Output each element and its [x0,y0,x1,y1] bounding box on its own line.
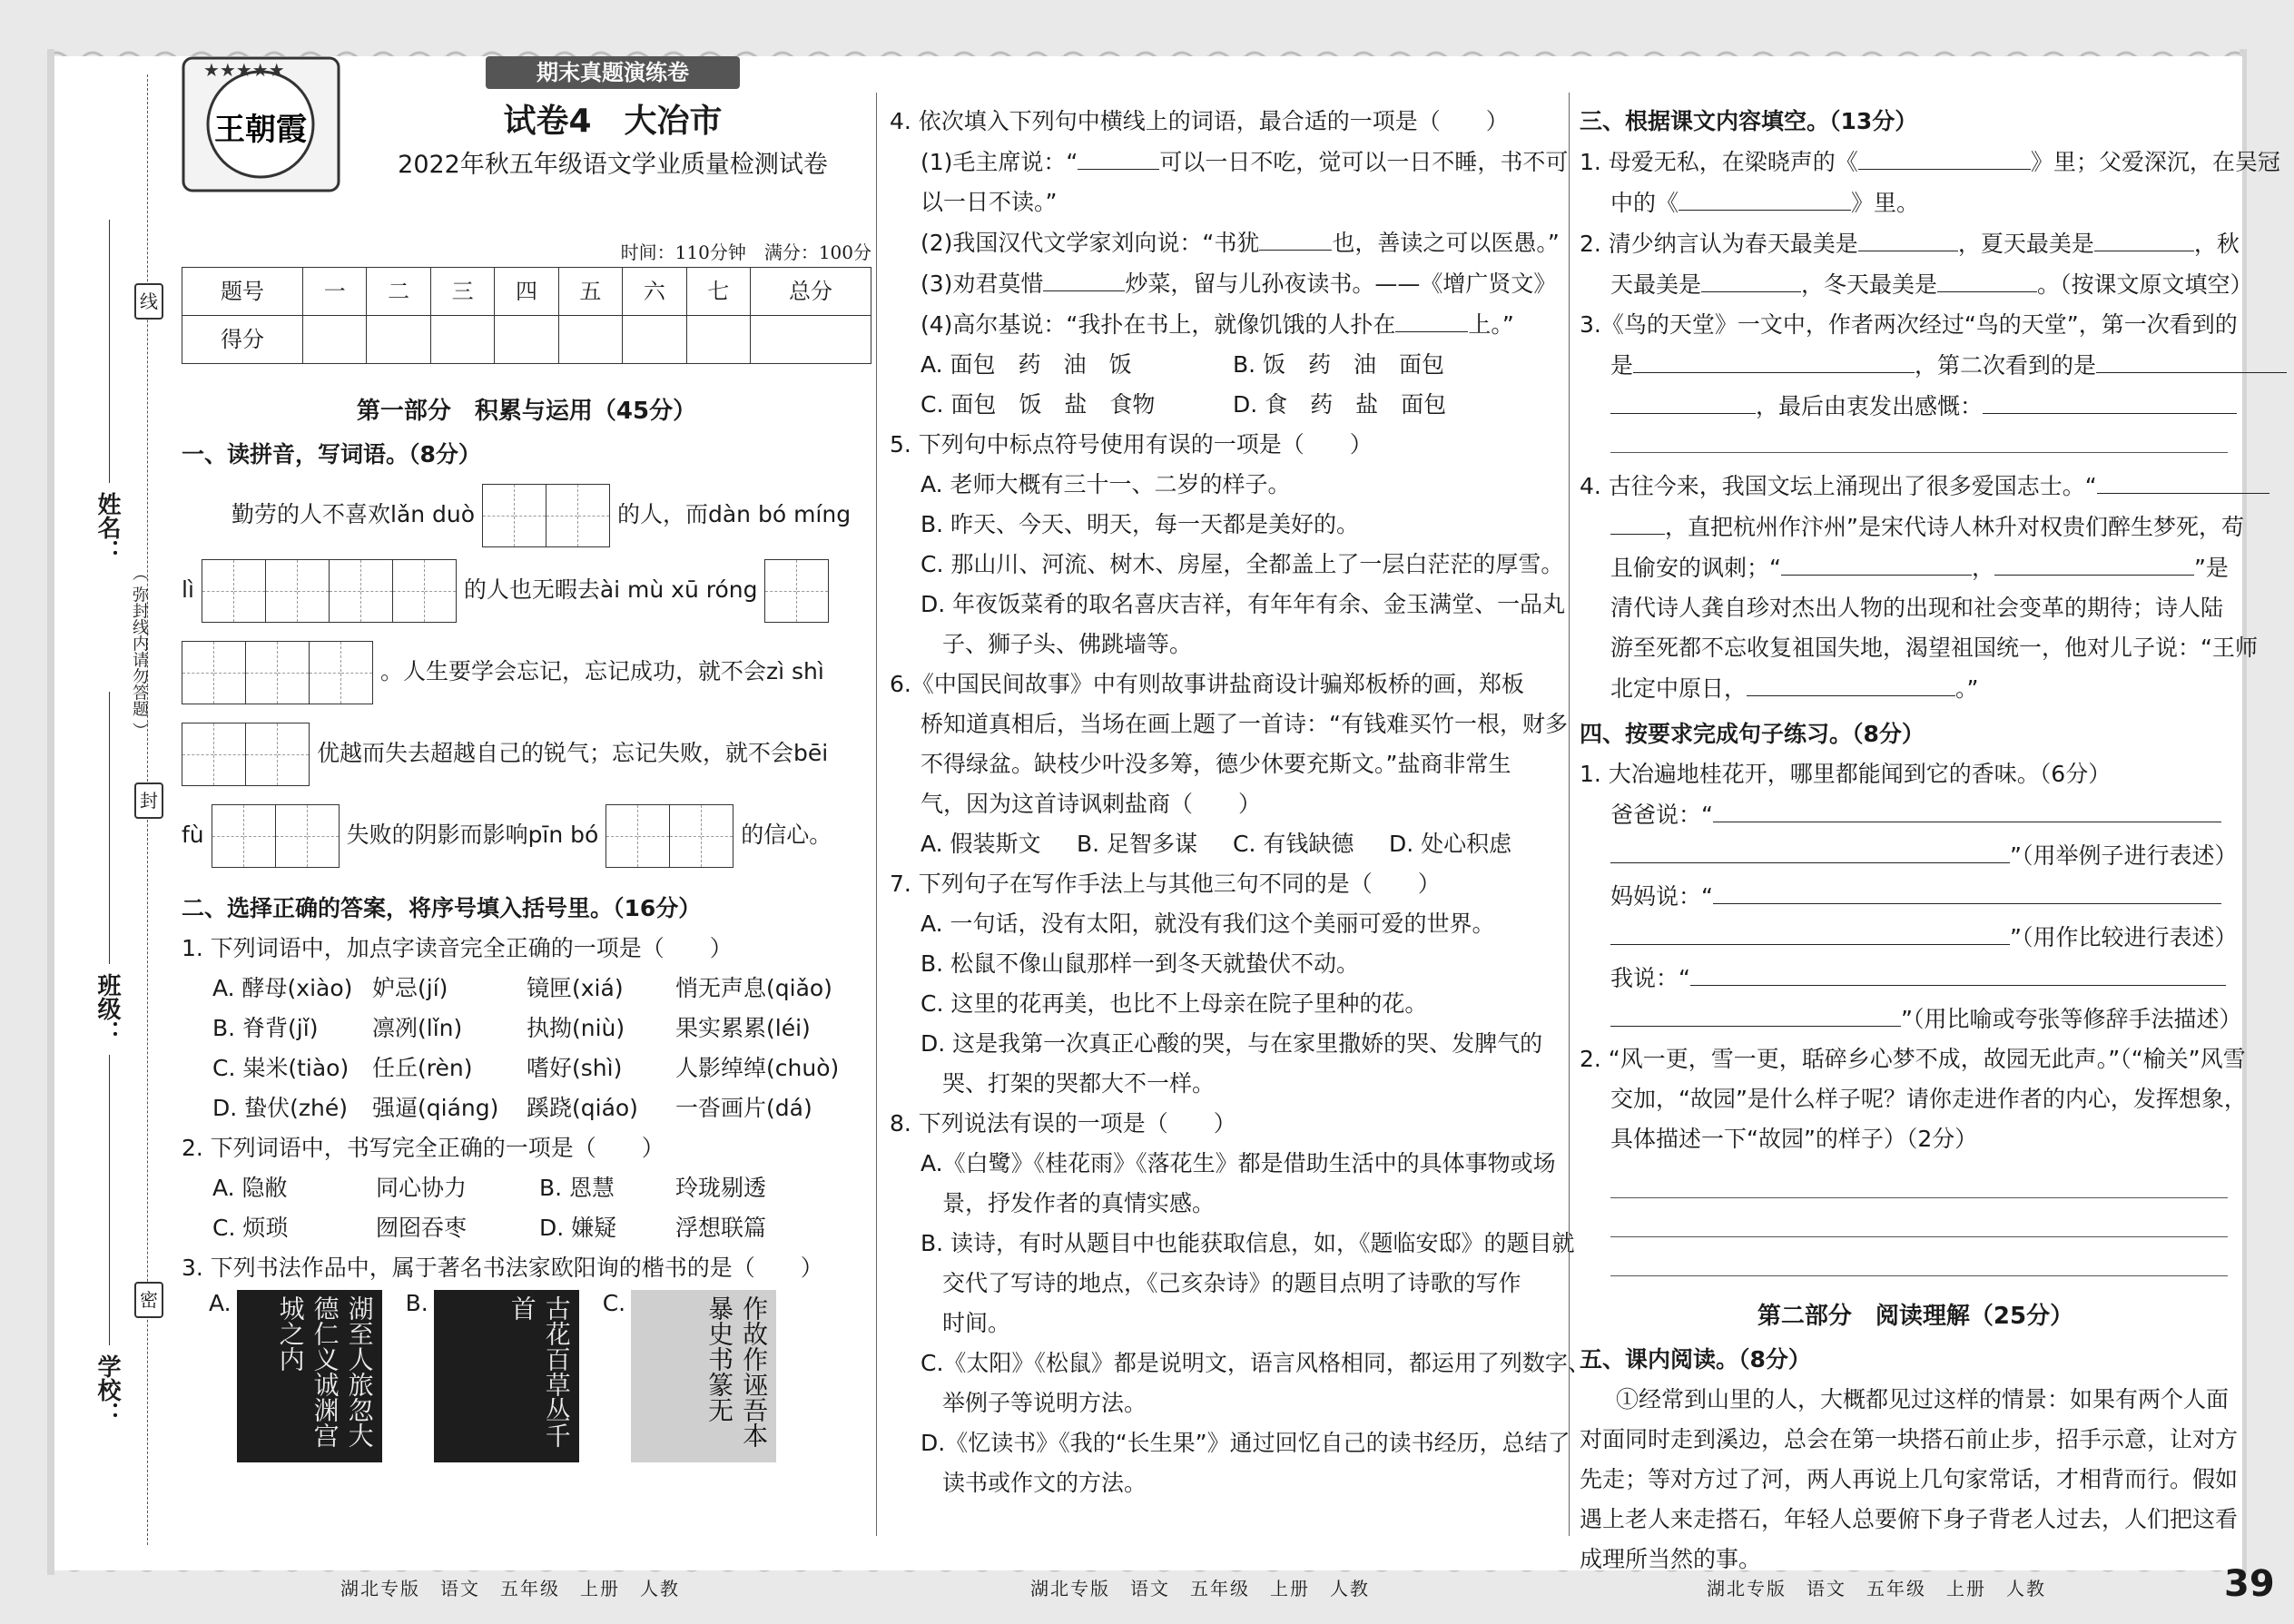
text: 。人生要学会忘记，忘记成功，就不会zì shì [379,658,824,684]
question-3: 3. 下列书法作品中，属于著名书法家欧阳询的楷书的是（ ） [182,1255,823,1281]
footer-middle: 湖北专版 语文 五年级 上册 人教 [1030,1578,1370,1599]
score-row-label: 得分 [182,316,303,364]
answer-line[interactable] [1610,1198,2228,1237]
text: ，第二次看到的是 [1915,352,2097,379]
s1-line4 [182,713,871,794]
option[interactable]: D. 处心积虑 [1389,831,1512,857]
blank[interactable] [1610,386,1756,414]
q4-line4 [890,304,1561,345]
question-6-line: 桥知道真相后，当场在画上题了一首诗：“有钱难买竹一根，财多 [921,711,1568,737]
option-row [890,345,1561,385]
blank[interactable] [2096,345,2287,373]
option[interactable]: 妒忌(jí) [372,975,448,1001]
answer-grid-2char[interactable] [182,723,310,786]
text: 我说：“ [1610,965,1690,991]
text: 。” [1955,675,1979,702]
blank[interactable] [1690,958,2226,986]
s3-q4-cont [1580,668,2251,709]
passage-line: ①经常到山里的人，大概都见过这样的情景：如果有两个人面 [1616,1386,2230,1412]
text: 。（按课文原文填空） [2037,271,2253,298]
answer-grid-2char[interactable] [605,804,733,868]
blank[interactable] [1610,999,1901,1027]
blank[interactable] [1858,223,1958,251]
banner: 期末真题演练卷 [486,56,740,89]
option[interactable]: 凛冽(lǐn) [372,1015,463,1041]
s1-line1 [182,480,871,549]
exam-subtitle: 2022年秋五年级语文学业质量检测试卷 [398,151,828,179]
blank[interactable] [1078,142,1159,170]
option[interactable]: D.《忆读书》《我的“长生果”》通过回忆自己的读书经历，总结了 [921,1430,1570,1456]
s3-q3-cont [1580,386,2251,427]
blank[interactable] [1781,547,1972,576]
answer-line[interactable] [1610,1159,2228,1198]
score-cell[interactable] [750,316,871,364]
text: 失败的阴影而影响pīn bó [346,822,599,848]
blank[interactable] [2097,466,2269,494]
answer-grid-2char[interactable] [482,484,610,547]
s3-q3-cont [1580,345,2251,386]
text: 的人也无暇去ài mù xū róng [463,576,758,603]
s3-q4-cont [1580,547,2251,588]
blank[interactable] [1633,345,1915,373]
score-header-cell: 题号 [182,268,303,316]
option[interactable]: B. 饭 药 油 面包 [1233,351,1445,378]
page-number: 39 [2224,1563,2275,1605]
q4-line1 [890,142,1569,182]
option[interactable]: 浮想联篇 [675,1215,767,1241]
class-line[interactable] [109,692,110,964]
option-label: B. [405,1290,428,1316]
part2-title: 第二部分 阅读理解（25分） [1757,1303,2074,1330]
option[interactable]: 囫囵吞枣 [376,1215,468,1241]
blank[interactable] [1610,917,2010,945]
s3-q3: 3.《鸟的天堂》一文中，作者两次经过“鸟的天堂”，第一次看到的 [1580,311,2238,338]
option[interactable]: D. 蛰伏(zhé) [212,1095,348,1121]
blank[interactable] [1747,668,1955,696]
option-c[interactable] [603,1290,776,1462]
score-cell[interactable] [430,316,494,364]
blank[interactable] [1858,142,2031,170]
time-info: 时间：110分钟 满分：100分 [620,241,871,263]
answer-line[interactable] [1610,1237,2228,1276]
option[interactable]: B. 恩慧 [539,1175,615,1201]
score-header-cell: 五 [558,268,622,316]
binding-strip [73,56,172,1563]
s3-q4-cont: 游至死都不忘收复祖国失地，渴望祖国统一，他对儿子说：“王师 [1610,635,2258,661]
footer-left: 湖北专版 语文 五年级 上册 人教 [340,1578,680,1599]
score-header-cell: 一 [303,268,367,316]
calligraphy-image-a: 湖至人旅忽大德仁义诚渊宫城之内 [237,1290,382,1462]
text: 且偷安的讽刺；“ [1610,555,1781,581]
answer-line[interactable] [1610,427,2228,453]
question-5: 5. 下列句中标点符号使用有误的一项是（ ） [890,431,1373,458]
q4-line3 [890,263,1561,304]
name-line[interactable] [109,220,110,483]
school-line[interactable] [109,1055,110,1345]
option[interactable]: B. 昨天、今天、明天，每一天都是美好的。 [921,511,1360,537]
option[interactable]: A. 面包 药 油 饭 [921,351,1132,378]
q1-options [182,969,871,1128]
option-cont: 子、狮子头、佛跳墙等。 [942,631,1193,657]
option[interactable]: C. 那山川、河流、树木、房屋，全都盖上了一层白茫茫的厚雪。 [921,551,1564,577]
score-header-cell: 六 [623,268,686,316]
option[interactable]: 玲珑剔透 [675,1175,767,1201]
s4-q1: 1. 大冶遍地桂花开，哪里都能闻到它的香味。（6分） [1580,761,2112,787]
name-label: 姓名： [94,492,121,563]
text: 中的《 [1610,190,1679,216]
option[interactable]: 人影绰绰(chuò) [675,1055,840,1081]
question-7: 7. 下列句子在写作手法上与其他三句不同的是（ ） [890,871,1441,897]
answer-grid-4char[interactable] [202,559,457,623]
option-cont: 哭、打架的哭都大不一样。 [942,1070,1216,1097]
option[interactable]: C. 粜米(tiào) [212,1055,350,1081]
option[interactable]: A. 老师大概有三十一、二岁的样子。 [921,471,1291,497]
blank[interactable] [1610,507,1665,535]
option[interactable]: A. 一句话，没有太阳，就没有我们这个美丽可爱的世界。 [921,910,1495,937]
text: ，冬天最美是 [1801,271,1938,298]
option[interactable]: A. 假装斯文 [921,831,1041,857]
option[interactable]: 蹊跷(qiáo) [527,1095,638,1121]
score-cell[interactable] [367,316,430,364]
question-6-line: 气，因为这首诗讽刺盐商（ ） [921,791,1262,817]
text: 天最美是 [1610,271,1702,298]
question-4: 4. 依次填入下列句中横线上的词语，最合适的一项是（ ） [890,108,1509,134]
s4-dad [1580,794,2251,835]
blank[interactable] [1713,794,2221,822]
text: 的人，而dàn bó míng [616,501,852,527]
class-label: 班级： [94,973,121,1044]
question-6-line: 不得绿盆。缺枝少叶没多筹，德少休要充斯文。”盐商非常生 [921,751,1511,777]
option[interactable]: 嗜好(shì) [527,1055,623,1081]
school-label: 学校： [94,1354,121,1425]
option[interactable]: 强逼(qiáng) [372,1095,499,1121]
answer-grid-2char[interactable] [212,804,340,868]
option[interactable]: C. 面包 饭 盐 食物 [921,391,1156,418]
score-table [182,267,871,364]
text: (4)高尔基说：“我扑在书上，就像饥饿的人扑在 [921,311,1396,338]
option[interactable]: C.《太阳》《松鼠》都是说明文，语言风格相同，都运用了列数字、 [921,1350,1590,1376]
text: fù [182,822,204,848]
s1-line2 [182,549,871,631]
option-row [182,1088,871,1128]
text: 上。” [1468,311,1514,338]
option-row [182,1048,871,1088]
question-6-line: 6.《中国民间故事》中有则故事讲盐商设计骗郑板桥的画，郑板 [890,671,1524,697]
question-1: 1. 下列词语中，加点字读音完全正确的一项是（ ） [182,935,733,961]
score-cell[interactable] [303,316,367,364]
text: 》里；父爱深沉，在吴冠 [2030,149,2280,175]
option[interactable]: A. 酵母(xiào) [212,975,353,1001]
score-header-cell: 四 [495,268,558,316]
s1-title: 一、读拼音，写词语。（8分） [182,441,481,468]
blank[interactable] [1983,386,2237,414]
option[interactable]: 悄无声息(qiǎo) [675,975,832,1001]
s4-title: 四、按要求完成句子练习。（8分） [1580,721,1925,747]
s4-q2: 2. “风一更，雪一更，聒碎乡心梦不成，故园无此声。”（“榆关”风雪 [1580,1046,2246,1072]
score-header-cell: 七 [686,268,750,316]
option-cont: 读书或作文的方法。 [942,1470,1147,1496]
text: 炒菜，留与儿孙夜读书。——《增广贤文》 [1125,271,1557,297]
blank[interactable] [1043,263,1125,291]
column-1 [182,56,871,1462]
text: ，秋 [2193,231,2240,257]
part1-title: 第一部分 积累与运用（45分） [356,398,697,425]
text: 爸爸说：“ [1610,802,1713,828]
text: lì [182,576,194,603]
s3-q4-cont: 清代诗人龚自珍对杰出人物的出现和社会变革的期待；诗人陆 [1610,595,2224,621]
s4-me-cont [1580,999,2251,1039]
text: (1)毛主席说：“ [921,149,1078,175]
option[interactable]: 一沓画片(dá) [675,1095,812,1121]
option[interactable]: 果实累累(léi) [675,1015,811,1041]
text: 北定中原日， [1610,675,1748,702]
s4-q2-cont: 交加，“故园”是什么样子呢？请你走进作者的内心，发挥想象， [1610,1086,2247,1112]
blank[interactable] [1679,182,1851,211]
question-2: 2. 下列词语中，书写完全正确的一项是（ ） [182,1135,665,1161]
option-row [182,1168,871,1208]
score-cell[interactable] [558,316,622,364]
s4-me [1580,958,2251,999]
option[interactable]: C. 烦琐 [212,1215,289,1241]
svg-text:★★★★★: ★★★★★ [203,59,285,81]
option-label: C. [602,1290,626,1316]
option-row [890,385,1561,425]
text: ”（用作比较进行表述） [2010,924,2238,950]
publisher-logo [182,56,340,192]
option-row [890,824,1561,864]
s3-q4-cont [1580,507,2251,547]
option[interactable]: A. 隐敝 [212,1175,288,1201]
passage-line: 遇上老人来走搭石，年轻人总要俯下身子背老人过去，人们把这看 [1580,1506,2239,1532]
exam-title: 试卷4 大冶市 [503,103,723,140]
s3-q2-cont [1580,264,2251,305]
text: 勤劳的人不喜欢lǎn duò [231,501,476,527]
column-2 [890,102,1590,1503]
text: 》里。 [1851,190,1920,216]
s4-mom [1580,876,2251,917]
q2-options [182,1168,871,1248]
option-cont: 举例子等说明方法。 [942,1390,1147,1416]
blank[interactable] [1610,835,2010,863]
column-divider [1569,93,1570,1536]
text: (3)劝君莫惜 [921,271,1044,297]
s4-q2-cont: 具体描述一下“故园”的样子）（2分） [1610,1126,1978,1152]
score-cell[interactable] [495,316,558,364]
text: 的信心。 [741,822,832,848]
q4-line1-cont: 以一日不读。” [921,189,1058,215]
score-cell[interactable] [623,316,686,364]
text: (2)我国汉代文学家刘向说：“书犹 [921,230,1260,256]
passage-line: 先走；等对方过了河，两人再说上几句家常话，才相背而行。假如 [1580,1466,2239,1492]
option[interactable]: D. 嫌疑 [539,1215,617,1241]
s3-q4 [1580,466,2251,507]
column-divider [876,93,877,1536]
score-table-row [182,316,871,364]
option-row [182,1009,871,1048]
answer-grid-1char[interactable] [764,559,829,623]
exam-paper [54,56,2280,1605]
q3-options [182,1290,871,1462]
seal-mark-middle: 封 [134,782,163,819]
option[interactable]: B. 足智多谋 [1077,831,1198,857]
option-cont: 时间。 [942,1310,1011,1336]
s4-dad-cont [1580,835,2251,876]
text: ”（用举例子进行表述） [2010,842,2238,869]
blank[interactable] [2094,223,2194,251]
logo-text: 王朝霞 [214,112,307,148]
text: 可以一日不吃，觉可以一日不睡，书不可 [1159,149,1569,175]
question-8: 8. 下列说法有误的一项是（ ） [890,1110,1236,1137]
option-a[interactable] [209,1290,382,1462]
option[interactable]: D. 年夜饭菜肴的取名喜庆吉祥，有年年有余、金玉满堂、一品丸 [921,591,1566,617]
option[interactable]: B. 读诗，有时从题目中也能获取信息，如，《题临安邸》的题目就 [921,1230,1575,1256]
option[interactable]: C. 这里的花再美，也比不上母亲在院子里种的花。 [921,990,1428,1017]
option[interactable]: C. 有钱缺德 [1233,831,1354,857]
passage-line: 成理所当然的事。 [1580,1546,1762,1572]
text: 也，善读之可以医愚。” [1332,230,1560,256]
text: 优越而失去超越自己的锐气；忘记失败，就不会bēi [316,740,829,766]
text: ，最后由衷发出感慨： [1756,393,1984,419]
text: ，直把杭州作汴州”是宋代诗人林升对权贵们醉生梦死，苟 [1665,514,2244,540]
score-header-cell: 总分 [750,268,871,316]
score-table-header [182,268,871,316]
option[interactable]: B. 松鼠不像山鼠那样一到冬天就蛰伏不动。 [921,950,1360,977]
option[interactable]: D. 这是我第一次真正心酸的哭，与在家里撒娇的哭、发脾气的 [921,1030,1543,1057]
answer-grid-3char[interactable] [182,641,373,704]
score-cell[interactable] [686,316,750,364]
option-b[interactable] [406,1290,579,1462]
s3-q1 [1580,142,2280,182]
s2-title: 二、选择正确的答案，将序号填入括号里。（16分） [182,895,702,921]
column-3 [1580,102,2280,1580]
passage-line: 对面同时走到溪边，总会在第一块搭石前止步，招手示意，让对方 [1580,1426,2239,1452]
text: 妈妈说：“ [1610,883,1713,910]
blank[interactable] [1713,876,2221,904]
option[interactable]: 执拗(niù) [527,1015,625,1041]
score-header-cell: 三 [430,268,494,316]
seal-mark-bottom: 密 [134,1282,163,1318]
text: ， [1971,555,1994,581]
seal-note: （ 弥封线内请勿答题 ） [130,565,149,739]
option[interactable]: 同心协力 [376,1175,468,1201]
text: 是 [1610,352,1634,379]
s3-q1-cont [1580,182,2251,223]
blank[interactable] [1994,547,2194,576]
s1-line5 [182,794,871,876]
exam-header [182,56,871,238]
option[interactable]: A.《白鹭》《桂花雨》《落花生》都是借助生活中的具体事物或场 [921,1150,1556,1176]
s3-q2 [1580,223,2251,264]
option-cont: 交代了写诗的地点，《己亥杂诗》的题目点明了诗歌的写作 [942,1270,1521,1296]
option-cont: 景，抒发作者的真情实感。 [942,1190,1216,1216]
option-row [182,1208,871,1248]
text: 2. 清少纳言认为春天最美是 [1580,231,1858,257]
s1-line3 [182,631,871,713]
option[interactable]: D. 食 药 盐 面包 [1233,391,1447,418]
blank[interactable] [1259,222,1332,251]
text: 4. 古往今来，我国文坛上涌现出了很多爱国志士。“ [1580,473,2097,499]
seal-mark-top: 线 [134,283,163,320]
blank[interactable] [1937,264,2037,292]
q4-line2 [890,222,1561,263]
text: 1. 母爱无私，在梁晓声的《 [1580,149,1858,175]
text: ，夏天最美是 [1957,231,2094,257]
text: ”是 [2193,555,2229,581]
option[interactable]: 镜匣(xiá) [527,975,624,1001]
blank[interactable] [1701,264,1801,292]
text: ”（用比喻或夸张等修辞手法描述） [1901,1006,2242,1032]
s5-title: 五、课内阅读。（8分） [1580,1346,1811,1373]
calligraphy-image-b: 古花百草丛千首 [434,1290,579,1462]
blank[interactable] [1395,304,1468,332]
calligraphy-image-c: 作故作诬吾本暴史书篆无 [631,1290,776,1462]
option[interactable]: 任丘(rèn) [372,1055,473,1081]
s4-mom-cont [1580,917,2251,958]
footer-right: 湖北专版 语文 五年级 上册 人教 [1707,1578,2046,1599]
option[interactable]: B. 脊背(jǐ) [212,1015,319,1041]
option-row [182,969,871,1009]
s3-title: 三、根据课文内容填空。（13分） [1580,108,1918,134]
option-label: A. [209,1290,231,1316]
score-header-cell: 二 [367,268,430,316]
